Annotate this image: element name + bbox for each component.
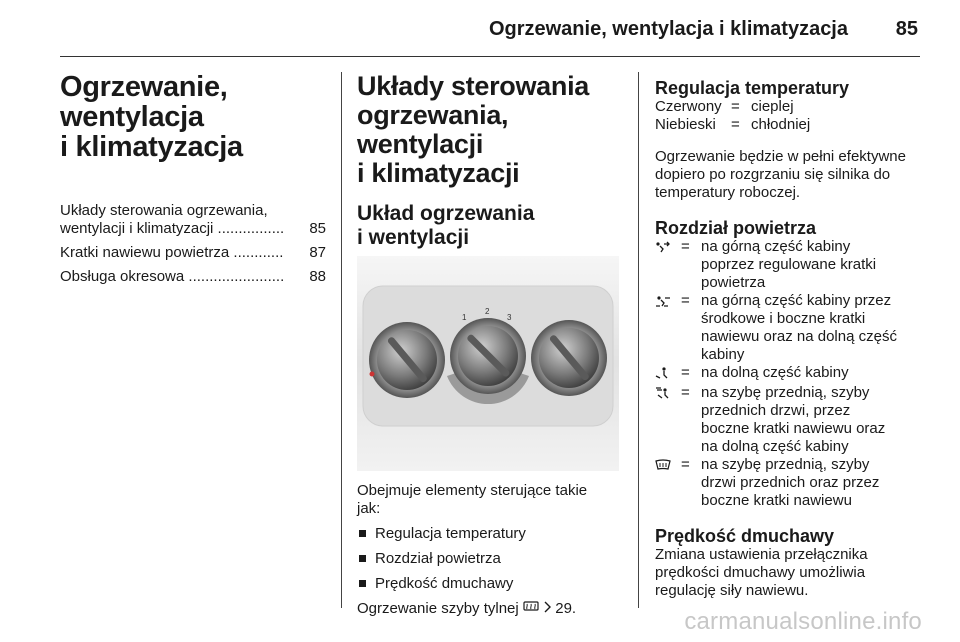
section-title: Układy sterowania ogrzewania, wentylacji i klimatyzacji	[357, 71, 589, 188]
rear-defrost-text: Ogrzewanie szyby tylnej 29.	[357, 600, 577, 617]
definition-row: Czerwony = cieplej	[655, 98, 794, 115]
table-of-contents	[60, 202, 326, 286]
knob-label: 3	[507, 313, 512, 322]
page-ref[interactable]: 29.	[555, 600, 577, 617]
rear-defrost-icon	[523, 601, 539, 613]
page-ref-icon	[543, 601, 551, 613]
air-option: = na szybę przednią, szyby drzwi przednich oraz przez boczne kratki nawiewu	[655, 456, 923, 510]
air-option: = na szybę przednią, szyby przednich drzwi, przez boczne kratki nawiewu oraz na dolną część kabiny	[655, 384, 923, 456]
air-heading: Rozdział powietrza	[655, 218, 817, 238]
control-panel-photo	[357, 256, 619, 471]
knob-label: 1	[462, 313, 467, 322]
toc-page: 88	[309, 268, 326, 285]
temp-heading: Regulacja temperatury	[655, 78, 850, 98]
toc-entry[interactable]: Obsługa okresowa ....................... 88	[60, 268, 326, 285]
bullet-item: Regulacja temperatury	[357, 525, 619, 543]
temp-note: Ogrzewanie będzie w pełni efektywne dopiero po rozgrzaniu się silnika do temperatury roboczej.	[655, 148, 906, 201]
intro-text: Obejmuje elementy sterujące takie jak:	[357, 482, 588, 517]
air-option: = na dolną część kabiny	[655, 364, 923, 384]
column-3	[655, 72, 923, 600]
column-divider-2	[638, 72, 639, 608]
vent-floor-icon	[655, 367, 671, 379]
header-rule	[60, 56, 920, 57]
bullet-item: Rozdział powietrza	[357, 550, 619, 568]
toc-entry[interactable]: Kratki nawiewu powietrza ............ 87	[60, 244, 326, 261]
definition-row: Niebieski = chłodniej	[655, 116, 811, 133]
page-number: 85	[895, 18, 918, 40]
watermark: carmanualsonline.info	[684, 608, 922, 635]
temp-definitions	[655, 98, 923, 134]
air-option: = na górną część kabiny poprzez regulowane kratki powietrza	[655, 238, 923, 292]
air-option: = na górną część kabiny przez środkowe i boczne kratki nawiewu oraz na dolną część kabiny	[655, 292, 923, 364]
fan-text: Zmiana ustawienia przełącznika prędkości dmuchawy umożliwia regulację siły nawiewu.	[655, 546, 868, 599]
air-distribution-knob	[531, 320, 607, 396]
page-header	[60, 18, 920, 48]
fan-heading: Prędkość dmuchawy	[655, 526, 835, 546]
column-1	[60, 72, 326, 292]
header-title: Ogrzewanie, wentylacja i klimatyzacja	[488, 18, 848, 40]
vent-windscreen-floor-icon	[655, 387, 671, 399]
temperature-knob	[369, 322, 445, 398]
toc-page: 87	[309, 244, 326, 261]
toc-entry[interactable]: Układy sterowania ogrzewania, wentylacji i klimatyzacji ................ 85	[60, 202, 326, 237]
bullet-item: Prędkość dmuchawy	[357, 575, 619, 593]
column-2	[357, 72, 619, 618]
vent-upper-icon	[655, 241, 671, 253]
toc-page: 85	[309, 220, 326, 237]
vent-upper-lower-icon	[655, 295, 671, 307]
windscreen-defrost-icon	[655, 459, 671, 471]
column-divider-1	[341, 72, 342, 608]
chapter-title: Ogrzewanie, wentylacja i klimatyzacja	[60, 71, 243, 163]
knob-label: 2	[485, 307, 490, 316]
subsection-title: Układ ogrzewania i wentylacji	[357, 202, 535, 249]
